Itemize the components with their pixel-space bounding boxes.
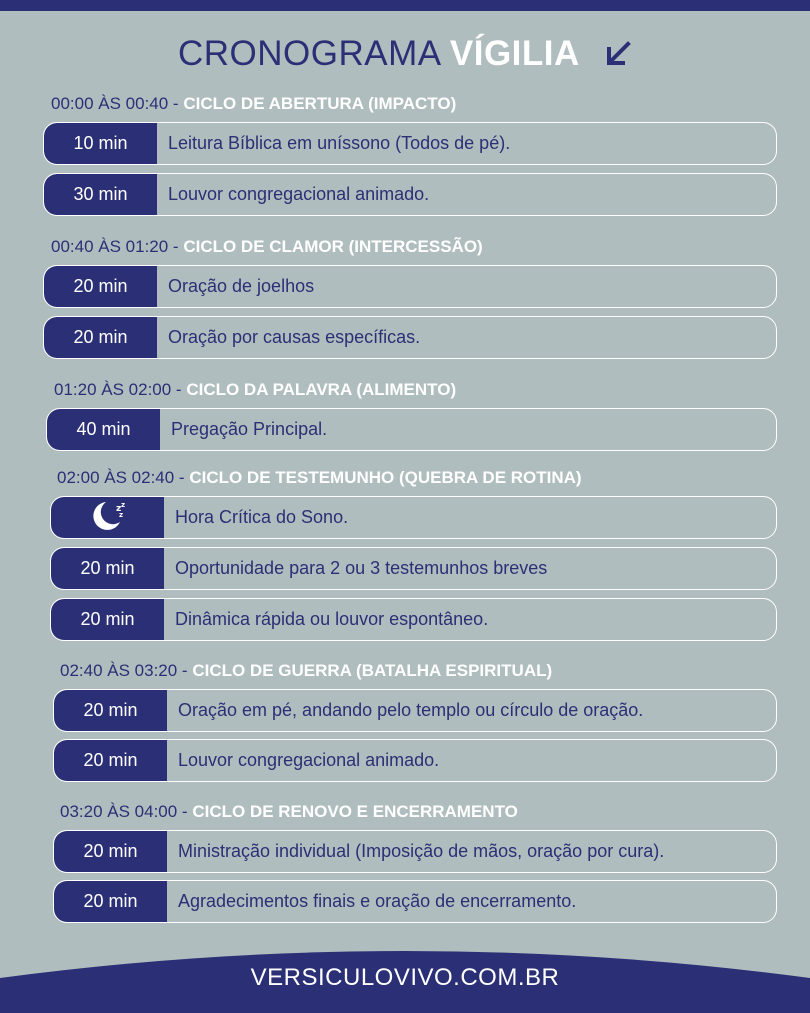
schedule-row — [46, 408, 777, 451]
page-title — [0, 34, 810, 77]
section-heading-testemunho — [57, 468, 582, 488]
website-url: VERSICULOVIVO.COM.BR — [250, 964, 560, 991]
section-heading-clamor — [51, 237, 483, 257]
activity-text: Pregação Principal. — [171, 419, 328, 439]
section-name: CICLO DE GUERRA (BATALHA ESPIRITUAL) — [192, 661, 553, 680]
section-heading-guerra — [60, 661, 552, 681]
schedule-row — [53, 830, 777, 873]
top-bar — [0, 0, 810, 11]
schedule-row — [43, 122, 777, 165]
section-name: CICLO DE TESTEMUNHO (QUEBRA DE ROTINA) — [189, 468, 582, 487]
activity-text: Dinâmica rápida ou louvor espontâneo. — [175, 609, 489, 629]
section-time: 02:00 ÀS 02:40 - — [57, 468, 190, 487]
schedule-row — [53, 689, 777, 732]
schedule-row — [53, 880, 777, 923]
duration-pill: 40 min — [47, 409, 160, 450]
moon-pill — [51, 497, 164, 538]
duration-pill: 20 min — [54, 881, 167, 922]
activity-text: Oração em pé, andando pelo templo ou círculo de oração. — [178, 700, 644, 720]
section-time: 01:20 ÀS 02:00 - — [54, 380, 187, 399]
duration-pill: 20 min — [44, 266, 157, 307]
schedule-row — [50, 598, 777, 641]
section-time: 03:20 ÀS 04:00 - — [60, 802, 193, 821]
section-heading-palavra — [54, 380, 456, 400]
duration-pill: 20 min — [54, 690, 167, 731]
section-heading-renovo — [60, 802, 518, 822]
duration-pill: 30 min — [44, 174, 157, 215]
activity-text: Leitura Bíblica em uníssono (Todos de pé). — [168, 133, 511, 153]
duration-pill: 20 min — [54, 831, 167, 872]
section-time: 00:00 ÀS 00:40 - — [51, 94, 184, 113]
duration-pill: 10 min — [44, 123, 157, 164]
activity-text: Louvor congregacional animado. — [168, 184, 430, 204]
schedule-row — [43, 265, 777, 308]
duration-pill: 20 min — [51, 548, 164, 589]
section-name: CICLO DE RENOVO E ENCERRAMENTO — [192, 802, 518, 821]
schedule-row — [43, 173, 777, 216]
activity-text: Hora Crítica do Sono. — [175, 507, 349, 527]
svg-text:z: z — [120, 501, 125, 509]
schedule-row — [50, 496, 777, 539]
arrow-down-left-icon — [604, 37, 632, 77]
activity-text: Oração por causas específicas. — [168, 327, 421, 347]
duration-pill: 20 min — [44, 317, 157, 358]
activity-text: Ministração individual (Imposição de mãos, oração por cura). — [178, 841, 665, 861]
duration-pill: 20 min — [51, 599, 164, 640]
duration-pill: 20 min — [54, 740, 167, 781]
activity-text: Agradecimentos finais e oração de encerramento. — [178, 891, 577, 911]
schedule-row — [53, 739, 777, 782]
svg-text:z: z — [115, 504, 121, 514]
section-name: CICLO DA PALAVRA (ALIMENTO) — [186, 380, 457, 399]
footer — [0, 938, 810, 1013]
section-time: 00:40 ÀS 01:20 - — [51, 237, 184, 256]
activity-text: Oportunidade para 2 ou 3 testemunhos breves — [175, 558, 548, 578]
schedule-row — [50, 547, 777, 590]
section-heading-abertura — [51, 94, 456, 114]
section-name: CICLO DE ABERTURA (IMPACTO) — [183, 94, 457, 113]
section-name: CICLO DE CLAMOR (INTERCESSÃO) — [183, 237, 483, 256]
title-part-2: VÍGILIA — [449, 34, 580, 73]
svg-text:z: z — [118, 511, 123, 519]
activity-text: Oração de joelhos — [168, 276, 315, 296]
section-time: 02:40 ÀS 03:20 - — [60, 661, 193, 680]
title-part-1: CRONOGRAMA — [177, 34, 440, 73]
activity-text: Louvor congregacional animado. — [178, 750, 440, 770]
schedule-row — [43, 316, 777, 359]
moon-sleep-icon — [86, 498, 130, 537]
